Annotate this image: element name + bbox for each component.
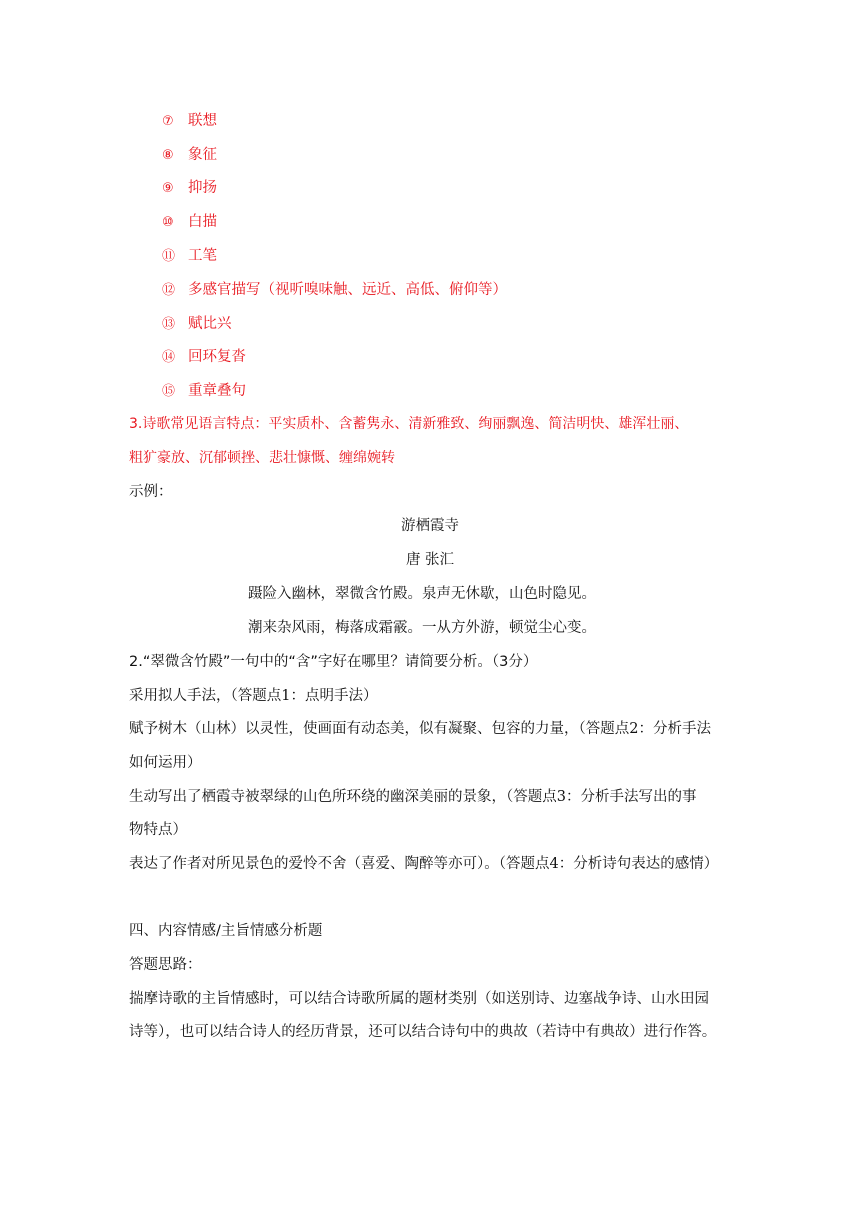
language-features-line-1: 3.诗歌常见语言特点：平实质朴、含蓄隽永、清新雅致、绚丽飘逸、简洁明快、雄浑壮丽、 [129, 416, 689, 432]
answer-point-2-line-1: 赋予树木（山林）以灵性，使画面有动态美，似有凝聚、包容的力量，（答题点2：分析手法 [129, 721, 711, 737]
section-heading: 四、内容情感/主旨情感分析题 [129, 923, 323, 939]
list-text: 赋比兴 [188, 316, 232, 332]
list-number: ⑧ [162, 148, 174, 163]
list-text: 多感官描写（视听嗅味触、远近、高低、俯仰等） [188, 282, 507, 298]
list-number: ⑦ [162, 114, 174, 129]
list-item [162, 347, 246, 368]
list-text: 回环复沓 [188, 349, 246, 365]
list-item [162, 314, 232, 335]
poem-title: 游栖霞寺 [401, 518, 459, 534]
list-number: ⑫ [162, 283, 176, 298]
list-number: ⑭ [162, 350, 176, 365]
list-text: 重章叠句 [188, 383, 246, 399]
answer-point-1: 采用拟人手法，（答题点1：点明手法） [129, 688, 378, 704]
list-item [162, 280, 507, 301]
list-number: ⑮ [162, 384, 176, 399]
list-number: ⑬ [162, 317, 176, 332]
list-item [162, 381, 246, 402]
list-text: 白描 [188, 214, 217, 230]
poem-line-2: 潮来杂风雨，梅落成霜霰。一从方外游，顿觉尘心变。 [248, 620, 596, 636]
approach-body-line-1: 揣摩诗歌的主旨情感时，可以结合诗歌所属的题材类别（如送别诗、边塞战争诗、山水田园 [129, 991, 709, 1007]
language-features-line-2: 粗犷豪放、沉郁顿挫、悲壮慷慨、缠绵婉转 [129, 450, 395, 466]
list-text: 工笔 [188, 248, 217, 264]
list-number: ⑪ [162, 249, 176, 264]
poem-author: 唐 张汇 [405, 552, 455, 568]
list-item [162, 246, 217, 267]
question-text: 2.“翠微含竹殿”一句中的“含”字好在哪里？请简要分析。（3分） [129, 654, 538, 670]
answer-point-2-line-2: 如何运用） [129, 755, 202, 771]
list-item [162, 111, 217, 132]
example-label: 示例： [129, 484, 173, 500]
approach-body-line-2: 诗等），也可以结合诗人的经历背景，还可以结合诗句中的典故（若诗中有典故）进行作答。 [129, 1024, 717, 1040]
answer-point-4: 表达了作者对所见景色的爱怜不舍（喜爱、陶醉等亦可）。（答题点4：分析诗句表达的感情） [129, 856, 719, 872]
list-item [162, 212, 217, 233]
poem-line-1: 蹑险入幽林，翠微含竹殿。泉声无休歇，山色时隐见。 [248, 586, 596, 602]
list-text: 象征 [188, 147, 217, 163]
list-number: ⑨ [162, 181, 174, 196]
approach-label: 答题思路： [129, 957, 202, 973]
list-item [162, 145, 217, 166]
list-number: ⑩ [162, 215, 174, 230]
answer-point-3-line-1: 生动写出了栖霞寺被翠绿的山色所环绕的幽深美丽的景象，（答题点3：分析手法写出的事 [129, 789, 697, 805]
list-item [162, 178, 217, 199]
answer-point-3-line-2: 物特点） [129, 822, 187, 838]
list-text: 抑扬 [188, 180, 217, 196]
list-text: 联想 [188, 113, 217, 129]
